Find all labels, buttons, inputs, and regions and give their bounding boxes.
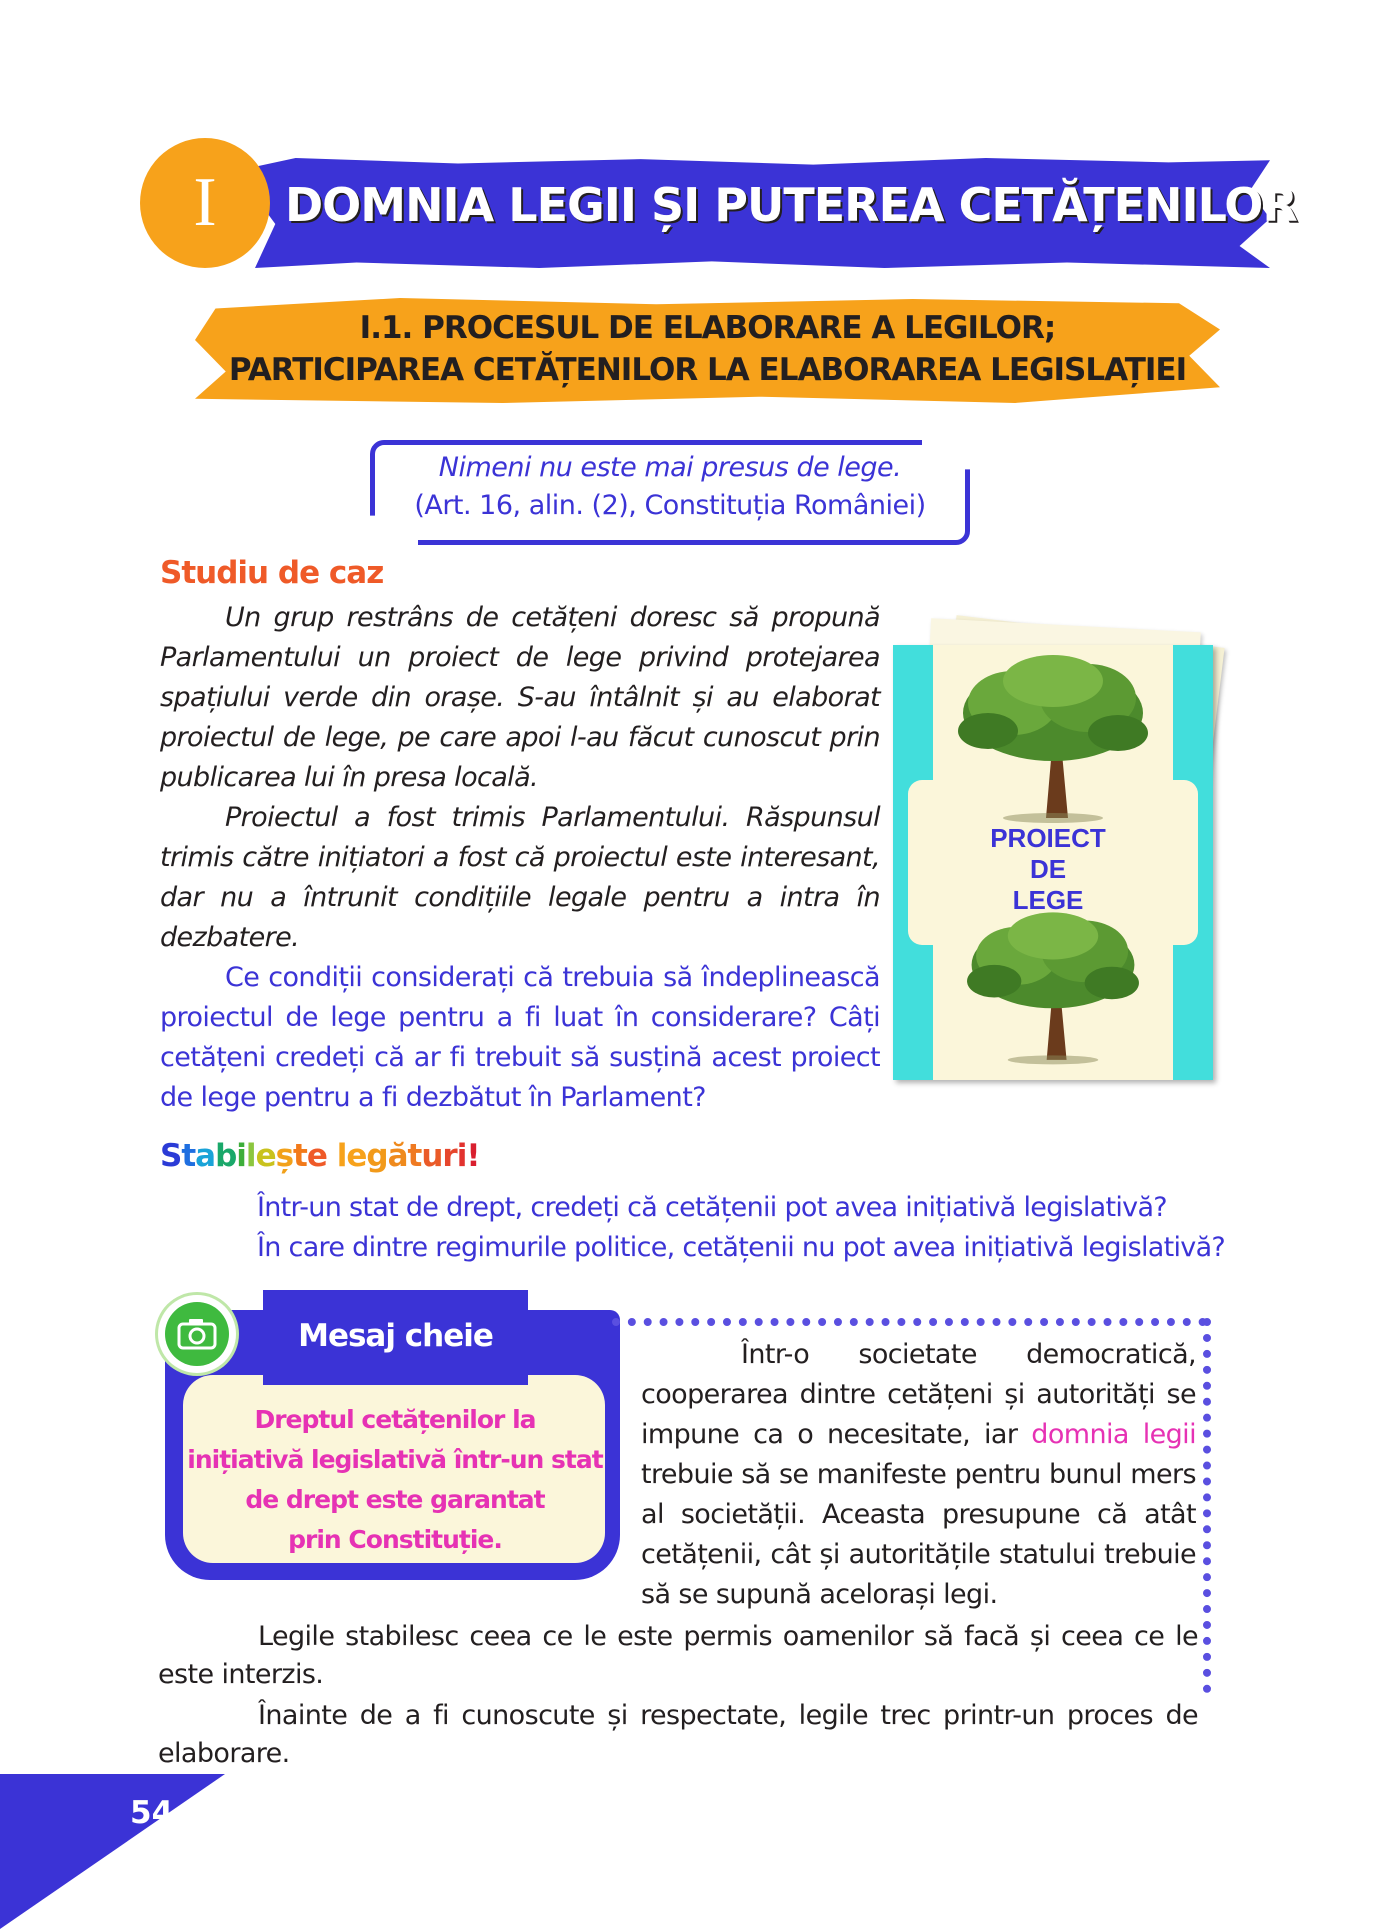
page-number: 54 <box>130 1795 174 1831</box>
connections-heading-letter <box>327 1138 337 1174</box>
body-paragraph-2: Înainte de a fi cunoscute și respectate, legile trec printr-un proces de elaborare. <box>158 1700 1198 1769</box>
connections-heading-letter: e <box>255 1138 276 1174</box>
connections-heading-letter: ! <box>466 1138 480 1174</box>
connections-heading-letter: e <box>346 1138 367 1174</box>
connections-heading-letter: u <box>421 1138 443 1174</box>
connections-heading-letter: i <box>236 1138 246 1174</box>
chapter-numeral: I <box>193 164 217 241</box>
document-label <box>893 823 1203 916</box>
chapter-title: DOMNIA LEGII ȘI PUTEREA CETĂȚENILOR <box>285 178 1297 232</box>
case-study-paragraph-1: Un grup restrâns de cetățeni doresc să propună Parlamentului un proiect de lege privind protejarea spațiului verde din orașe. S-au întâlnit și au elaborat proiectul de lege, pe care apoi l-au făcut cunoscut prin publicarea lui în presa locală. <box>160 602 880 793</box>
dotted-frame-right <box>1203 1318 1211 1693</box>
connections-heading-letter: g <box>366 1138 388 1174</box>
connections-heading-letter: ș <box>275 1138 294 1174</box>
case-study-heading: Studiu de caz <box>160 555 384 591</box>
key-message-title: Mesaj cheie <box>298 1318 493 1354</box>
quote-text: Nimeni nu este mai presus de lege. <box>438 452 902 483</box>
connections-heading-letter: S <box>160 1138 182 1174</box>
connections-heading-letter: b <box>215 1138 237 1174</box>
section-title-line2: PARTICIPAREA CETĂȚENILOR LA ELABORAREA LEGISLAȚIEI <box>228 352 1187 388</box>
connections-heading-letter: r <box>442 1138 457 1174</box>
democracy-text-end: trebuie să se manifeste pentru bunul mers al societății. Aceasta presupune că atât cetățenii, cât și autoritățile statului trebuie să se supună acelorași legi. <box>641 1459 1196 1610</box>
tree-icon <box>958 900 1148 1075</box>
connections-heading-letter: l <box>245 1138 256 1174</box>
key-message-line-2: inițiativă legislativă într-un stat <box>187 1445 603 1474</box>
quote-source: (Art. 16, alin. (2), Constituția României) <box>414 490 926 521</box>
rule-of-law-highlight: domnia legii <box>1031 1419 1196 1450</box>
connections-heading-letter: e <box>306 1138 327 1174</box>
connections-heading-letter: t <box>407 1138 422 1174</box>
dotted-frame-top <box>612 1318 1207 1326</box>
key-message-line-4: prin Constituție. <box>288 1525 502 1554</box>
connections-heading-letter: i <box>456 1138 467 1174</box>
document-label-line3: LEGE <box>1012 885 1084 915</box>
connections-heading-letter: t <box>293 1138 307 1174</box>
camera-icon <box>165 1302 229 1366</box>
page-corner <box>0 1774 225 1929</box>
connections-heading-letter: t <box>181 1138 196 1174</box>
document-label-line2: DE <box>1029 854 1067 884</box>
connections-heading-letter: ă <box>387 1138 408 1174</box>
democracy-paragraph <box>641 1335 1196 1615</box>
body-paragraph-1: Legile stabilesc ceea ce le este permis oamenilor să facă și ceea ce le este interzis. <box>158 1621 1198 1690</box>
democracy-text-start: Într-o societate democratică, cooperarea dintre cetățeni și autorități se impune ca o necesitate, iar <box>641 1339 1196 1450</box>
section-title-line1: I.1. PROCESUL DE ELABORARE A LEGILOR; <box>359 310 1056 346</box>
case-study-questions: Ce condiții considerați că trebuia să îndeplinească proiectul de lege pentru a fi luat în considerare? Câți cetățeni credeți că ar fi trebuit să susțină acest proiect de lege pentru a fi dezbătut în Parlament? <box>160 962 880 1113</box>
key-message-line-1: Dreptul cetățenilor la <box>254 1405 536 1434</box>
tree-icon <box>948 653 1158 823</box>
connections-question-1: Într-un stat de drept, credeți că cetățenii pot avea inițiativă legislativă? <box>257 1192 1167 1223</box>
case-study-paragraph-2: Proiectul a fost trimis Parlamentului. Răspunsul trimis către inițiatori a fost că proiectul este interesant, dar nu a întrunit condițiile legale pentru a intra în dezbatere. <box>160 802 880 953</box>
connections-heading-letter: l <box>336 1138 347 1174</box>
key-message-line-3: de drept este garantat <box>245 1485 545 1514</box>
connections-question-2: În care dintre regimurile politice, cetățenii nu pot avea inițiativă legislativă? <box>257 1232 1226 1263</box>
document-label-line1: PROIECT <box>990 823 1106 853</box>
connections-heading <box>160 1138 479 1174</box>
connections-heading-letter: a <box>195 1138 216 1174</box>
